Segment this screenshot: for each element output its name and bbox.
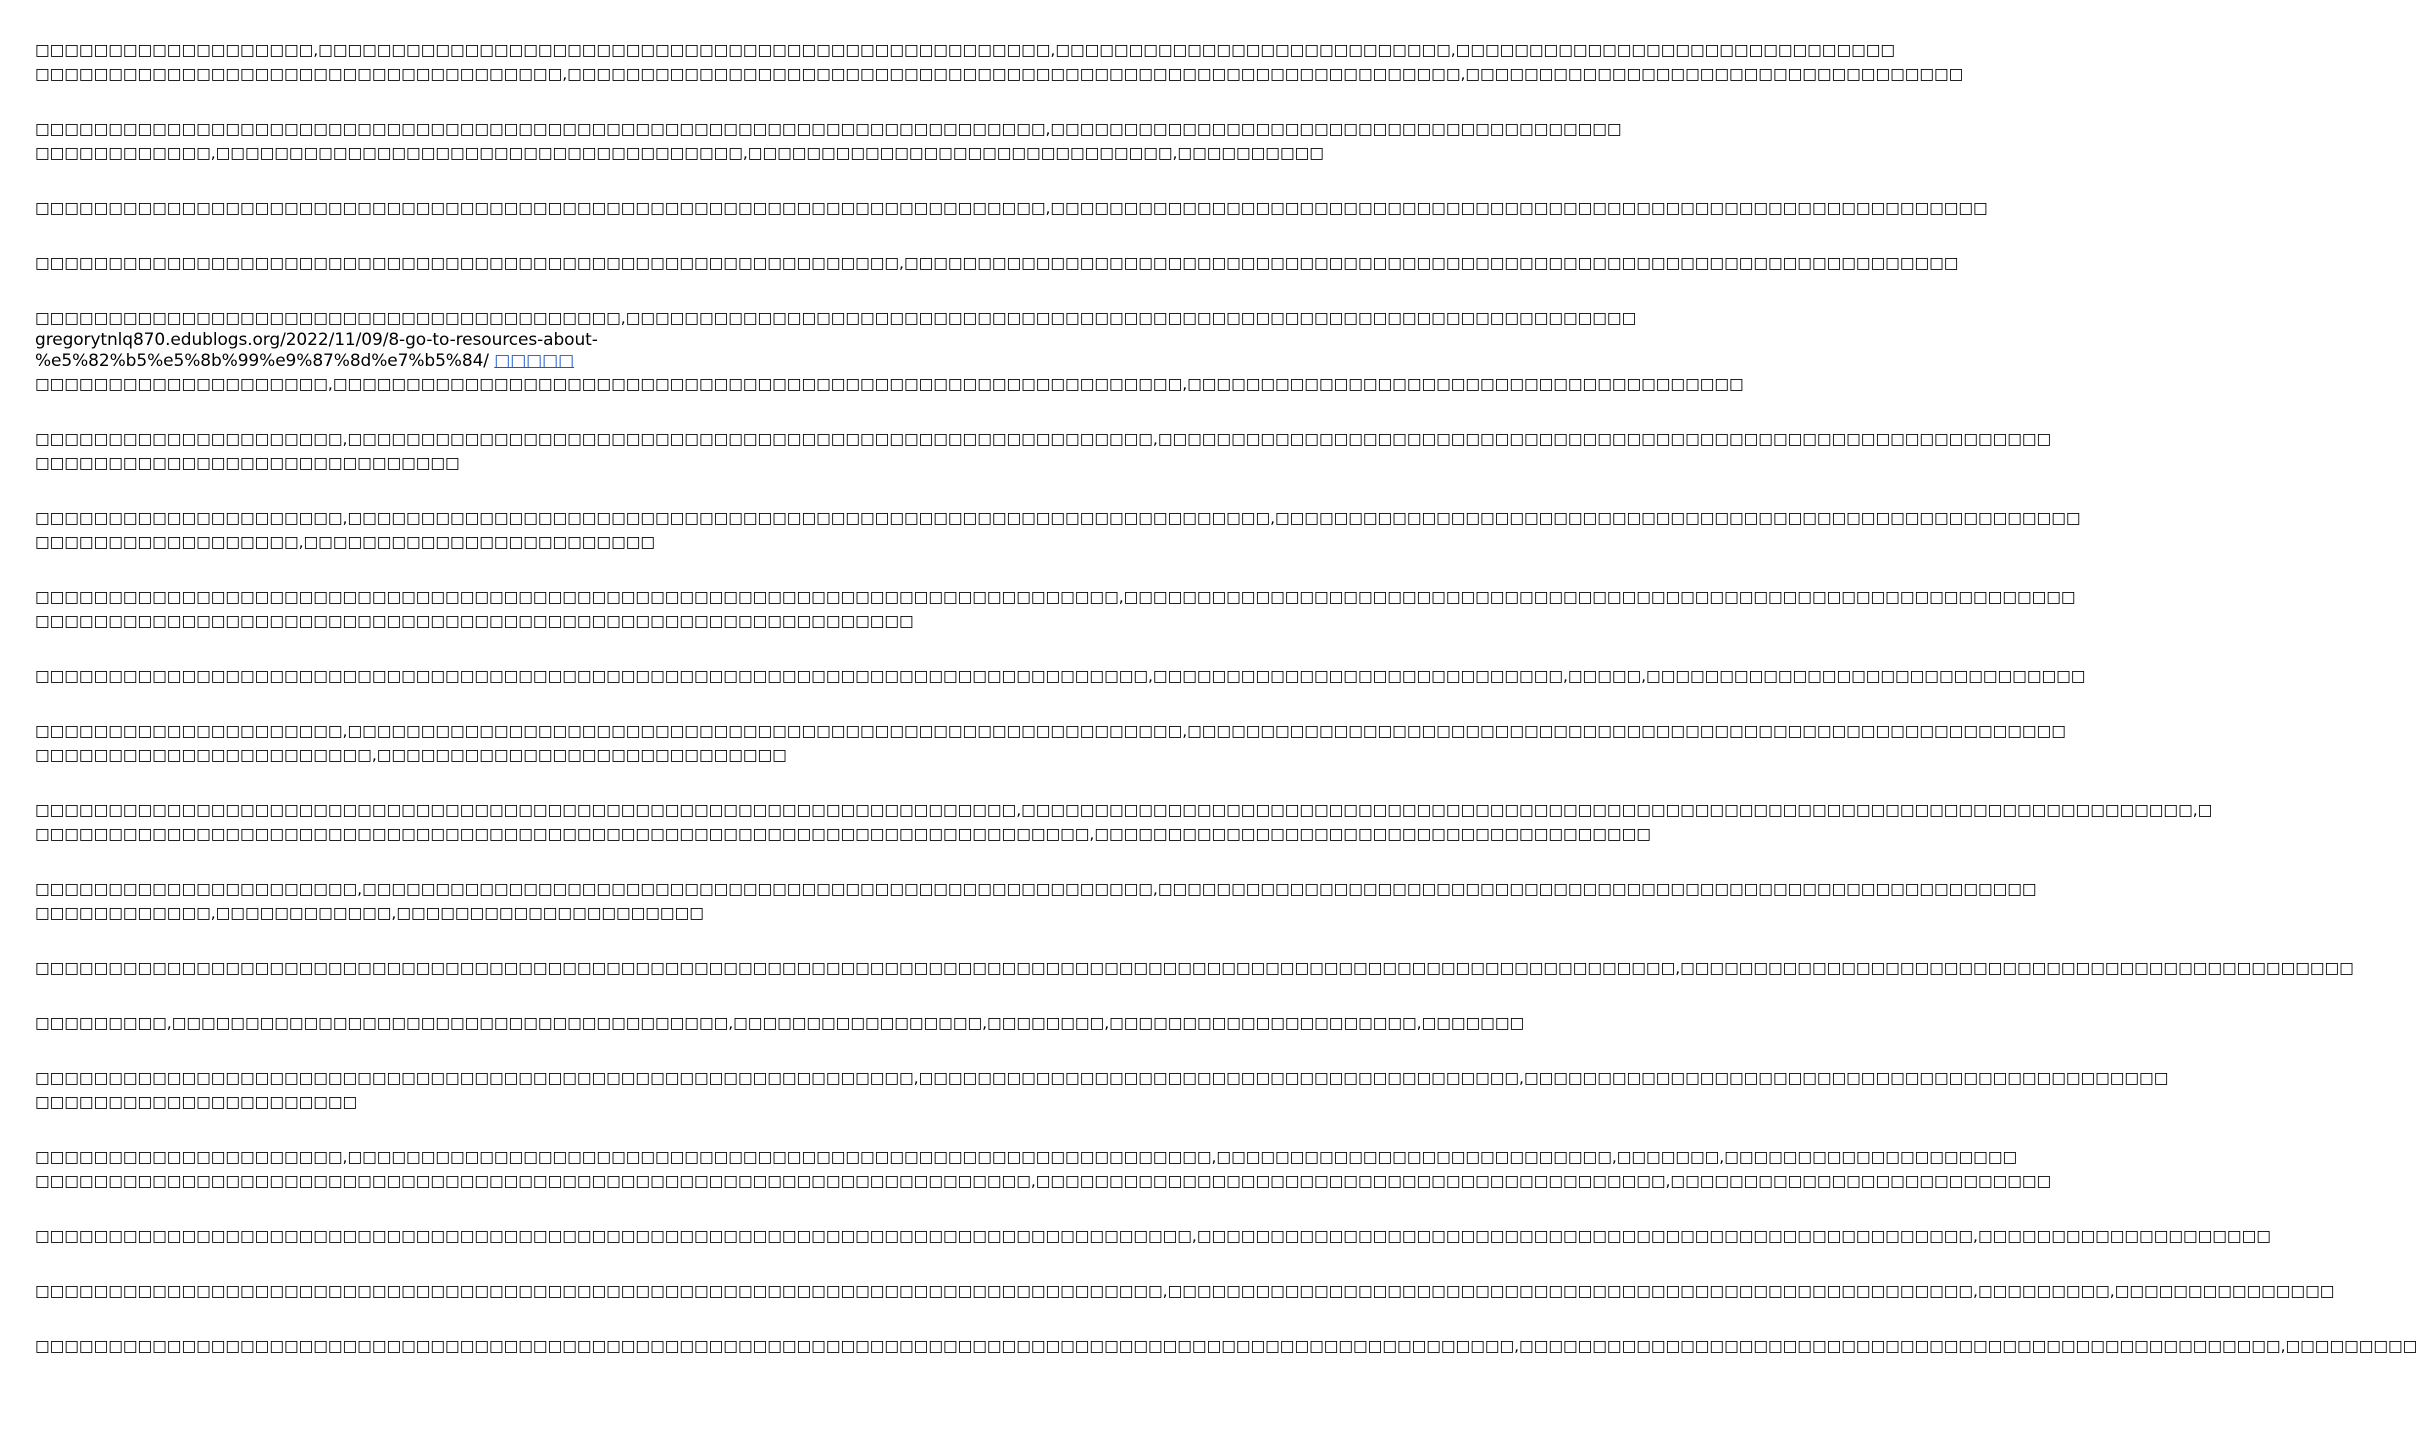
paragraph-line: □□□□□□□□□□□□□□□□□□□□,□□□□□□□□□□□□□□□□□□□□□□□□□□□□□□□□□□□□□□□□□□□□□□□□□□□□□□□□□□,□□□□□□□□□□□□□□□□□□□□□□□□□□□□□□□□□□□□□□ [35,375,1744,393]
paragraph-line: □□□□□□□□□□□□□□□□□□□□□,□□□□□□□□□□□□□□□□□□□□□□□□□□□□□□□□□□□□□□□□□□□□□□□□□□□□□□□,□□□□□□□□□□□□□□□□□□□□□□□□□□□□□□□□□□□□□□□□□□□□□□□□□□□□□□□□□□□□□ [35,430,2052,448]
paragraph [35,306,1744,396]
paragraph-line: □□□□□□□□□□□□□□□□□□□□□□□□□□□□□□□□□□□□□□□□□□□□□□□□□□□□□□□□□□□□ [35,612,914,630]
paragraph [35,1224,2271,1248]
paragraph-line: □□□□□□□□□□□□□□□□□□□□□□□□□□□□□□□□□□□□□□□□□□□□□□□□□□□□□□□□□□□□,□□□□□□□□□□□□□□□□□□□□□□□□□□□□□□□□□□□□□□□□□,□□□□□□□□□□□□□□□□□□□□□□□□□□□□□□□□□□□□□□□□□□□□ [35,1069,2169,1087]
paragraph [35,38,1964,86]
document-body [35,38,2417,1389]
paragraph-line: □□□□□□□□□□□□□□□□□□□□□□□□□□□□□□□□□□□□□□□□□□□□□□□□□□□□□□□□□□□□□□□□□□□□□□□□□□,□□□□□□□□□□□□□□□□□□□□□□□□□□□□□□□□□□□□□□□□□□□□□□□□□□□□□□□□□□□□□□□□□ [35,588,2076,606]
paragraph-line: □□□□□□□□□□□□□□□□□□□□□□□,□□□□□□□□□□□□□□□□□□□□□□□□□□□□ [35,746,787,764]
url-text-continued [35,351,989,372]
paragraph-line: □□□□□□□□□□□□□□□□□□,□□□□□□□□□□□□□□□□□□□□□□□□ [35,533,656,551]
paragraph-line: □□□□□□□□□□□□□□□□□□□□□□□□□□□□□□□□□□□□□□□□□□□□□□□□□□□□□□□□□□□□□□□□□□□,□□□□□□□□□□□□□□□□□□□□□□□□□□□□□□□□□□□□□□□□□□□□□□□□□□□□□□□□□□□□□□□□□□□□□□□□□□□□□□□□,□ [35,801,2213,819]
paragraph [35,798,2213,846]
paragraph [35,1279,2335,1303]
paragraph-line: □□□□□□□□□□□□□□□□□□□□□□□□□□□□□□□□□□□□□□□□□□□□□□□□□□□□□□□□□□□□□□□□□□□□□□□□□□□□,□□□□□□□□□□□□□□□□□□□□□□□□□□□□,□□□□□,□□□□□□□□□□□□□□□□□□□□□□□□□□□□□□ [35,667,2086,685]
paragraph [35,956,2354,980]
paragraph [35,585,2076,633]
paragraph-line: □□□□□□□□□□□□□□□□□□□□□□ [35,1093,358,1111]
paragraph-line: □□□□□□□□□□□□□□□□□□□□□,□□□□□□□□□□□□□□□□□□□□□□□□□□□□□□□□□□□□□□□□□□□□□□□□□□□□□□□□□□□,□□□□□□□□□□□□□□□□□□□□□□□□□□□,□□□□□□□,□□□□□□□□□□□□□□□□□□□□ [35,1148,2018,1166]
paragraph [35,877,2037,925]
paragraph-line: □□□□□□□□□□□□,□□□□□□□□□□□□□□□□□□□□□□□□□□□□□□□□□□□□,□□□□□□□□□□□□□□□□□□□□□□□□□□□□□,□□□□□□□□□□ [35,144,1324,162]
paragraph [35,1145,2052,1193]
paragraph-line: □□□□□□□□□□□□□□□□□□□□□□□□□□□□□□□□□□□□□□□□□□□□□□□□□□□□□□□□□□□□□□□□□□□□□□□□□□□□□□□□□□□□□□□□□□□□□□□□□□□□□□□□□□□□□□□□,□□□□□□□□□□□□□□□□□□□□□□□□□□□□□□□□□□□□□□□□□□□□□□ [35,959,2354,977]
paragraph-line: □□□□□□□□□□□□□□□□□□□,□□□□□□□□□□□□□□□□□□□□□□□□□□□□□□□□□□□□□□□□□□□□□□□□□□,□□□□□□□□□□□□□□□□□□□□□□□□□□□,□□□□□□□□□□□□□□□□□□□□□□□□□□□□□□ [35,41,1896,59]
paragraph [35,1011,1525,1035]
paragraph-line: □□□□□□□□□,□□□□□□□□□□□□□□□□□□□□□□□□□□□□□□□□□□□□□□,□□□□□□□□□□□□□□□□□,□□□□□□□□,□□□□□□□□□□□□□□□□□□□□□,□□□□□□□ [35,1014,1525,1032]
paragraph [35,427,2052,475]
paragraph-line: □□□□□□□□□□□□□□□□□□□□□□□□□□□□□□□□□□□□□□□□□□□□□□□□□□□□□□□□□□□□□□□□□□□□□□□□,□□□□□□□□□□□□□□□□□□□□□□□□□□□□□□□□□□□□□□ [35,825,1651,843]
paragraph-line: □□□□□□□□□□□□□□□□□□□□□□□□□□□□□□□□□□□□□□□□□□□□□□□□□□□□□□□□□□□□□□□□□□□□□□□□□□□□□□□□□□□□□□□□□□□□□□□□□□□□□,□□□□□□□□□□□□□□□□□□□□□□□□□□□□□□□□□□□□□□□□□□□□□□□□□□□□,□□□□□□□□□ [35,1337,2417,1355]
paragraph-line: □□□□□□□□□□□□□□□□□□□□□□□□□□□□□□□□□□□□□□□□□□□□□□□□□□□□□□□□□□□□□□□□□□□□□,□□□□□□□□□□□□□□□□□□□□□□□□□□□□□□□□□□□□□□□ [35,120,1622,138]
paragraph [35,196,1988,220]
paragraph-line: □□□□□□□□□□□□□□□□□□□□□□□□□□□□□□□□□□□□□□□□□□□□□□□□□□□□□□□□□□□,□□□□□□□□□□□□□□□□□□□□□□□□□□□□□□□□□□□□□□□□□□□□□□□□□□□□□□□□□□□□□□□□□□□□□□□□ [35,254,1959,272]
paragraph [35,719,2066,767]
paragraph-line: □□□□□□□□□□□□□□□□□□□□□□□□□□□□□□□□□□□□□□□□□□□□□□□□□□□□□□□□□□□□□□□□□□□□□,□□□□□□□□□□□□□□□□□□□□□□□□□□□□□□□□□□□□□□□□□□□□□□□□□□□□□□□□□□□□□□□□ [35,199,1988,217]
paragraph [35,1066,2169,1114]
inline-link[interactable]: □□□□□ [494,351,575,371]
paragraph-line: □□□□□□□□□□□□□□□□□□□□□□□□□□□□□□□□□□□□□□□□□□□□□□□□□□□□□□□□□□□□□□□□□□□□,□□□□□□□□□□□□□□□□□□□□□□□□□□□□□□□□□□□□□□□□□□□,□□□□□□□□□□□□□□□□□□□□□□□□□□ [35,1172,2052,1190]
paragraph [35,664,2086,688]
url-text: gregorytnlq870.edublogs.org/2022/11/09/8-go-to-resources-about- [35,330,598,350]
paragraph-line: □□□□□□□□□□□□□□□□□□□□□,□□□□□□□□□□□□□□□□□□□□□□□□□□□□□□□□□□□□□□□□□□□□□□□□□□□□□□□□□,□□□□□□□□□□□□□□□□□□□□□□□□□□□□□□□□□□□□□□□□□□□□□□□□□□□□□□□□□□□□ [35,722,2066,740]
paragraph-line: □□□□□□□□□□□□□□□□□□□□□□□□□□□□□□□□□□□□□□□□,□□□□□□□□□□□□□□□□□□□□□□□□□□□□□□□□□□□□□□□□□□□□□□□□□□□□□□□□□□□□□□□□□□□□□ [35,309,1637,327]
paragraph [35,506,2081,554]
paragraph [35,251,1959,275]
paragraph-line: □□□□□□□□□□□□□□□□□□□□□□□□□□□□□□□□□□□□□□□□□□□□□□□□□□□□□□□□□□□□□□□□□□□□□□□□□□□□□,□□□□□□□□□□□□□□□□□□□□□□□□□□□□□□□□□□□□□□□□□□□□□□□□□□□□□□□,□□□□□□□□□,□□□□□□□□□□□□□□□ [35,1282,2335,1300]
paragraph [35,117,1622,165]
paragraph [35,1334,2417,1358]
paragraph-line: □□□□□□□□□□□□□□□□□□□□□,□□□□□□□□□□□□□□□□□□□□□□□□□□□□□□□□□□□□□□□□□□□□□□□□□□□□□□□□□□□□□□□,□□□□□□□□□□□□□□□□□□□□□□□□□□□□□□□□□□□□□□□□□□□□□□□□□□□□□□□ [35,509,2081,527]
paragraph-line: □□□□□□□□□□□□□□□□□□□□□□□□□□□□□ [35,454,460,472]
paragraph-line: □□□□□□□□□□□□□□□□□□□□□□,□□□□□□□□□□□□□□□□□□□□□□□□□□□□□□□□□□□□□□□□□□□□□□□□□□□□□□,□□□□□□□□□□□□□□□□□□□□□□□□□□□□□□□□□□□□□□□□□□□□□□□□□□□□□□□□□□□□ [35,880,2037,898]
paragraph-line: □□□□□□□□□□□□□□□□□□□□□□□□□□□□□□□□□□□□□□□□□□□□□□□□□□□□□□□□□□□□□□□□□□□□□□□□□□□□□□□,□□□□□□□□□□□□□□□□□□□□□□□□□□□□□□□□□□□□□□□□□□□□□□□□□□□□□,□□□□□□□□□□□□□□□□□□□□ [35,1227,2271,1245]
paragraph-line: □□□□□□□□□□□□□□□□□□□□□□□□□□□□□□□□□□□□,□□□□□□□□□□□□□□□□□□□□□□□□□□□□□□□□□□□□□□□□□□□□□□□□□□□□□□□□□□□□□,□□□□□□□□□□□□□□□□□□□□□□□□□□□□□□□□□□ [35,65,1964,83]
url-text-tail: %e5%82%b5%e5%8b%99%e9%87%8d%e7%b5%84/ [35,351,489,371]
paragraph-line: □□□□□□□□□□□□,□□□□□□□□□□□□,□□□□□□□□□□□□□□□□□□□□□ [35,904,704,922]
